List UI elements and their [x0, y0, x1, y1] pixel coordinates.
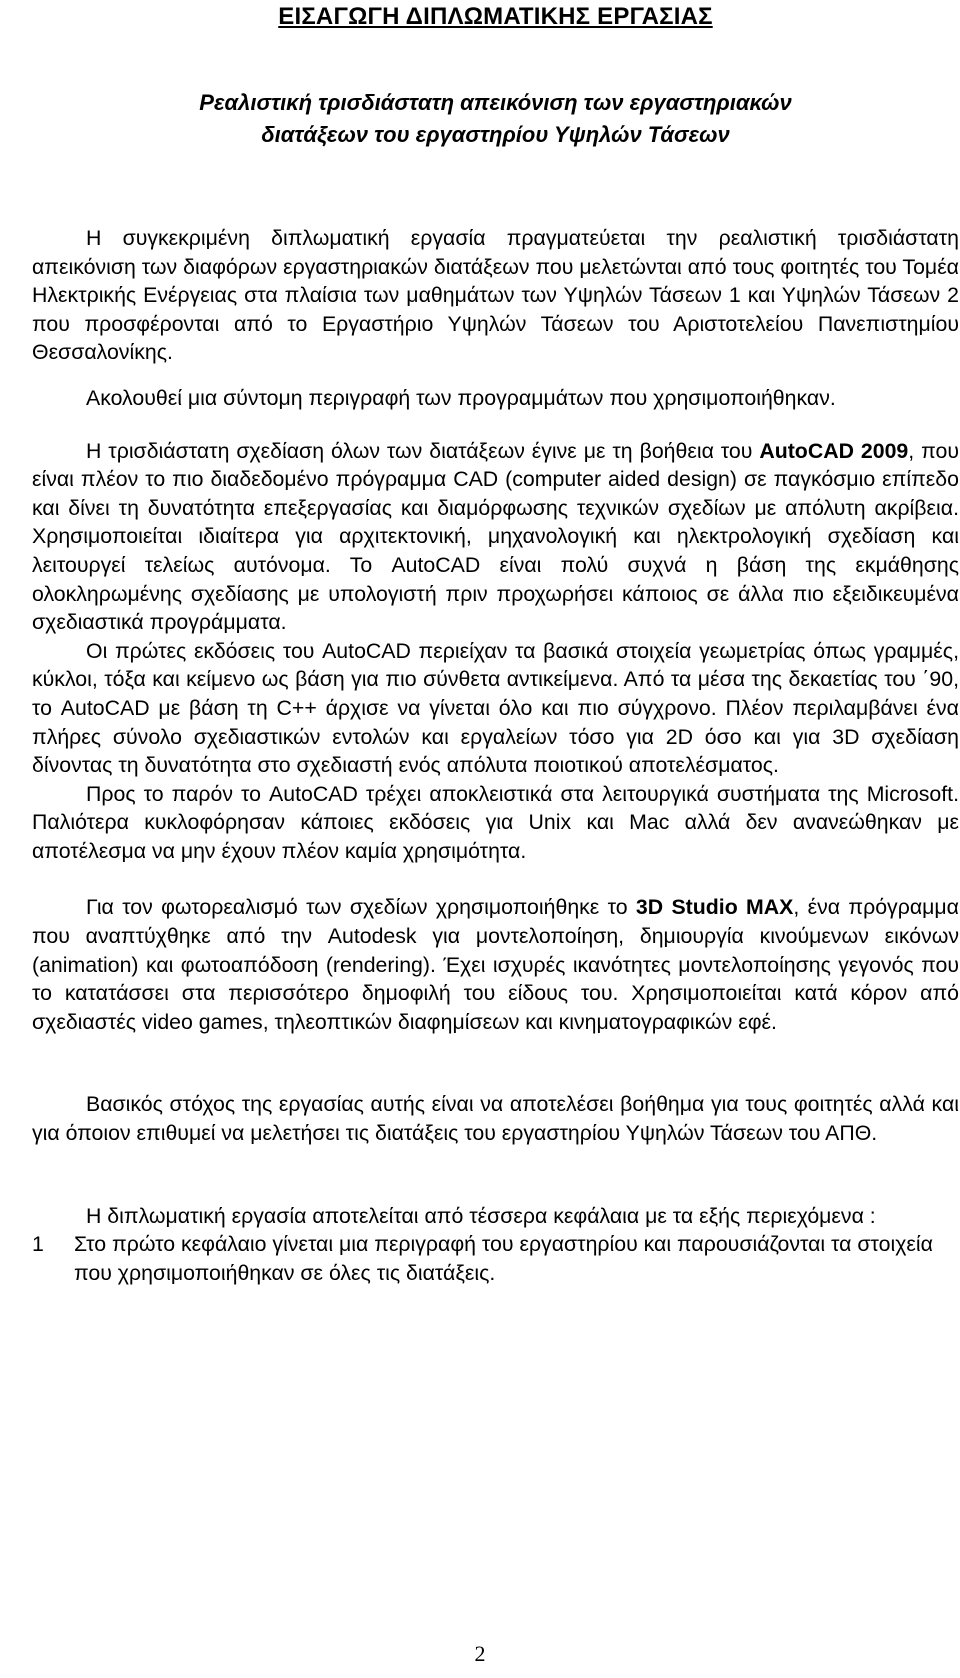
paragraph-autocad — [32, 437, 959, 637]
3d-studio-max-bold: 3D Studio MAX — [635, 895, 794, 920]
autocad-2009-bold: AutoCAD 2009 — [759, 438, 909, 463]
paragraph-3dsmax-text-a: Για τον φωτορεαλισμό των σχεδίων χρησιμοποιήθηκε το — [86, 895, 636, 920]
document-title: ΕΙΣΑΓΩΓΗ ΔΙΠΛΩΜΑΤΙΚΗΣ ΕΡΓΑΣΙΑΣ — [278, 3, 713, 30]
list-item — [32, 1230, 959, 1287]
subtitle-line-2: διατάξεων του εργαστηρίου Υψηλών Τάσεων — [261, 122, 730, 147]
page-number: 2 — [474, 1641, 486, 1666]
paragraph-3dsmax-text-b: , ένα πρόγραμμα που αναπτύχθηκε από την Autodesk για μοντελοποίηση, δημιουργία κινούμενων εικόνων (animation) και φωτοαπόδοση (rendering). Έχει ισχυρές ικανότητες μοντελοποίησης γεγονός που το κατατάσσει στα περισσότερο δημοφιλή του είδους του. Χρησιμοποιείται κατά κόρον από σχεδιαστές video games, τηλεοπτικών διαφημίσεων και κινηματογραφικών εφέ. — [32, 895, 959, 1034]
paragraph-structure: Η διπλωματική εργασία αποτελείται από τέσσερα κεφάλαια με τα εξής περιεχόμενα : — [86, 1203, 876, 1228]
paragraph-introduction: Η συγκεκριμένη διπλωματική εργασία πραγματεύεται την ρεαλιστική τρισδιάστατη απεικόνιση των διαφόρων εργαστηριακών διατάξεων που μελετώνται από τους φοιτητές του Τομέα Ηλεκτρικής Ενέργειας στα πλαίσια των μαθημάτων των Υψηλών Τάσεων 1 και Υψηλών Τάσεων 2 που προσφέρονται από το Εργαστήριο Υψηλών Τάσεων του Αριστοτελείου Πανεπιστημίου Θεσσαλονίκης. — [32, 226, 959, 365]
paragraph-3dsmax — [32, 893, 959, 1036]
paragraph-autocad-os: Προς το παρόν το AutoCAD τρέχει αποκλειστικά στα λειτουργικά συστήματα της Microsoft. Παλιότερα κυκλοφόρησαν κάποιες εκδόσεις για Unix και Mac αλλά δεν ανανεώθηκαν με αποτέλεσμα να μην έχουν πλέον καμία χρησιμότητα. — [32, 781, 959, 863]
paragraph-programs-intro: Ακολουθεί μια σύντομη περιγραφή των προγραμμάτων που χρησιμοποιήθηκαν. — [86, 385, 836, 410]
document-page — [32, 0, 959, 1287]
document-subtitle — [32, 87, 959, 151]
list-item-text: Στο πρώτο κεφάλαιο γίνεται μια περιγραφή του εργαστηρίου και παρουσιάζονται τα στοιχεία που χρησιμοποιήθηκαν σε όλες τις διατάξεις. — [74, 1232, 933, 1285]
paragraph-autocad-text-a: Η τρισδιάστατη σχεδίαση όλων των διατάξεων έγινε με τη βοήθεια του — [86, 438, 760, 463]
paragraph-autocad-history: Οι πρώτες εκδόσεις του AutoCAD περιείχαν τα βασικά στοιχεία γεωμετρίας όπως γραμμές, κύκλοι, τόξα και κείμενο ως βάση για πιο σύνθετα αντικείμενα. Από τα μέσα της δεκαετίας του ΄90, το AutoCAD με βάση τη C++ άρχισε να γίνεται όλο και πιο σύγχρονο. Πλέον περιλαμβάνει ένα πλήρες σύνολο σχεδιαστικών εντολών και εργαλείων τόσο για 2D όσο και για 3D σχεδίαση δίνοντας τη δυνατότητα στο σχεδιαστή ενός απόλυτα ποιοτικού αποτελέσματος. — [32, 638, 959, 778]
paragraph-autocad-text-b: , που είναι πλέον το πιο διαδεδομένο πρόγραμμα CAD (computer aided design) σε παγκόσμιο επίπεδο και δίνει τη δυνατότητα επεξεργασίας και διαμόρφωσης τεχνικών σχεδίων με απόλυτη ακρίβεια. Χρησιμοποιείται ιδιαίτερα για αρχιτεκτονική, μηχανολογική και ηλεκτρολογική σχεδίαση και λειτουργεί τελείως αυτόνομα. Το AutoCAD είναι πολύ συχνά η βάση της εκμάθησης ολοκληρωμένης σχεδίασης με υπολογιστή πριν προχωρήσει κάποιος σε άλλα πιο εξειδικευμένα σχεδιαστικά προγράμματα. — [32, 438, 959, 635]
paragraph-goal: Βασικός στόχος της εργασίας αυτής είναι να αποτελέσει βοήθημα για τους φοιτητές αλλά και για όποιον επιθυμεί να μελετήσει τις διατάξεις του εργαστηρίου Υψηλών Τάσεων του ΑΠΘ. — [32, 1092, 959, 1146]
list-item-number: 1 — [32, 1232, 44, 1257]
subtitle-line-1: Ρεαλιστική τρισδιάστατη απεικόνιση των εργαστηριακών — [199, 90, 792, 115]
